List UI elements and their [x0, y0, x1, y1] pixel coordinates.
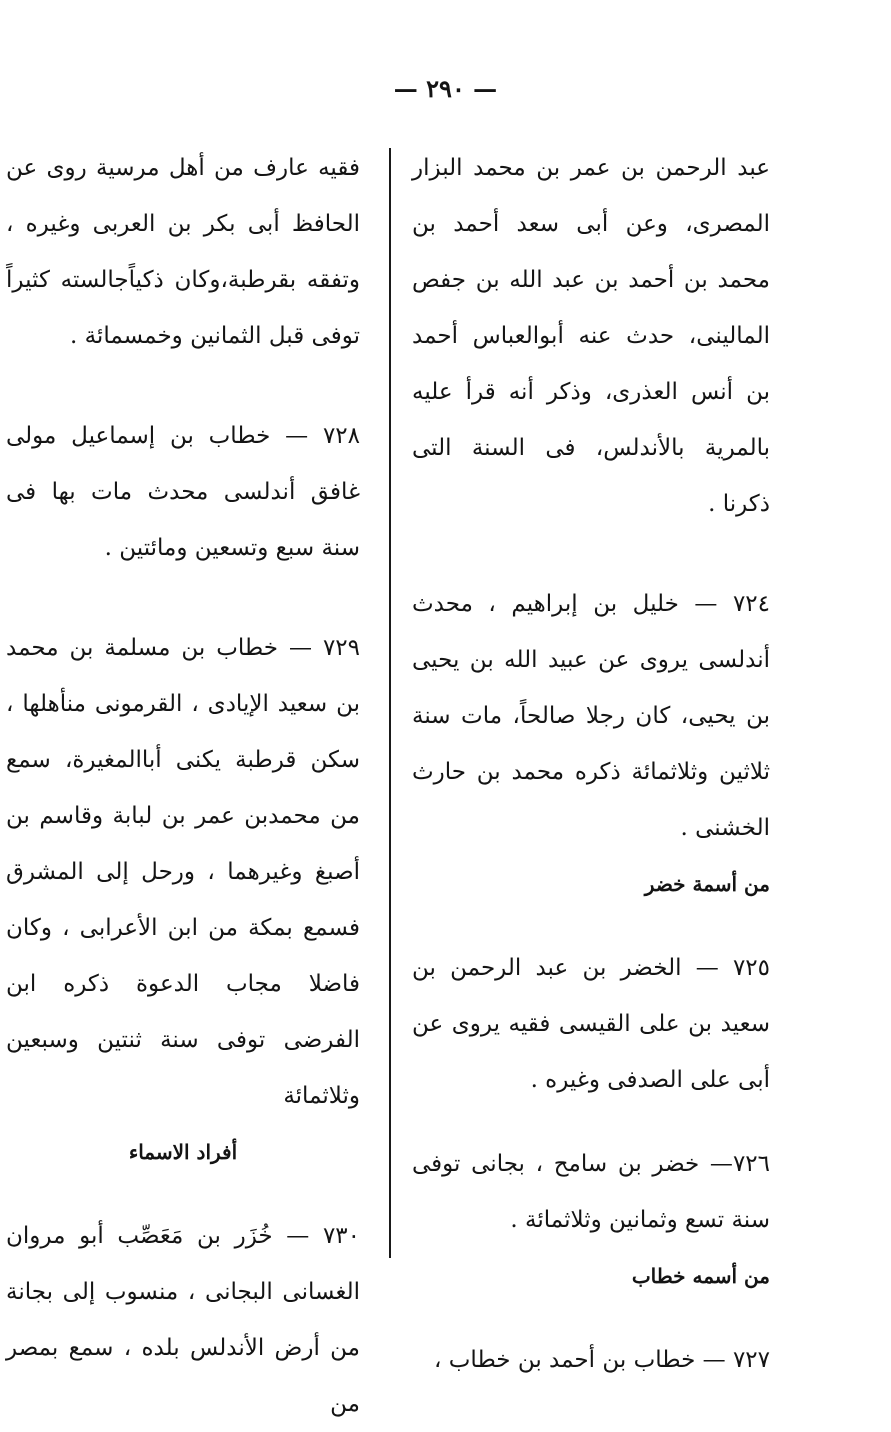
entry-730: ٧٣٠ — خُزَر بن مَعَصِّب أبو مروان الغسانى البجانى ، منسوب إلى بجانة من أرض الأندلس بلده ، سمع بمصر من: [6, 1223, 360, 1417]
section-heading-singular-names: أفراد الاسماء: [128, 1140, 238, 1164]
page-number: — ٢٩٠ —: [393, 74, 498, 103]
section-heading-khattab: من أسمه خطاب: [631, 1264, 770, 1288]
entry-728: ٧٢٨ — خطاب بن إسماعيل مولى غافق أندلسى محدث مات بها فى سنة سبع وتسعين ومائتين .: [6, 423, 360, 561]
entry-724: ٧٢٤ — خليل بن إبراهيم ، محدث أندلسى يروى عن عبيد الله بن يحيى بن يحيى، كان رجلا صالحاً، مات سنة ثلاثين وثلاثمائة ذكره محمد بن حارث الخشنى .: [412, 591, 770, 841]
column-divider: [389, 148, 391, 1258]
section-heading-khidr: من أسمة خضر: [644, 872, 770, 896]
left-column-paragraph-continuation: فقيه عارف من أهل مرسية روى عن الحافظ أبى بكر بن العربى وغيره ، وتفقه بقرطبة،وكان ذكياًجالسته كثيراً توفى قبل الثمانين وخمسمائة .: [6, 155, 360, 349]
entry-725: ٧٢٥ — الخضر بن عبد الرحمن بن سعيد بن على القيسى فقيه يروى عن أبى على الصدفى وغيره .: [412, 955, 770, 1093]
entry-729: ٧٢٩ — خطاب بن مسلمة بن محمد بن سعيد الإيادى ، القرمونى منأهلها ، سكن قرطبة يكنى أباالمغيرة، سمع من محمدبن عمر بن لبابة وقاسم بن أصبغ وغيرهما ، ورحل إلى المشرق فسمع بمكة من ابن الأعرابى ، وكان فاضلا مجاب الدعوة ذكره ابن الفرضى توفى سنة ثنتين وسبعين وثلاثمائة: [6, 635, 360, 1109]
entry-726: ٧٢٦— خضر بن سامح ، بجانى توفى سنة تسع وثمانين وثلاثمائة .: [412, 1151, 770, 1233]
right-column-paragraph-continuation: عبد الرحمن بن عمر بن محمد البزار المصرى، وعن أبى سعد أحمد بن محمد بن أحمد بن عبد الله بن جفص المالينى، حدث عنه أبوالعباس أحمد بن أنس العذرى، وذكر أنه قرأ عليه بالمرية بالأندلس، فى السنة التى ذكرنا .: [412, 155, 770, 517]
entry-727: ٧٢٧ — خطاب بن أحمد بن خطاب ،: [434, 1347, 770, 1373]
right-column: [412, 140, 770, 1388]
left-column: [6, 140, 360, 1432]
